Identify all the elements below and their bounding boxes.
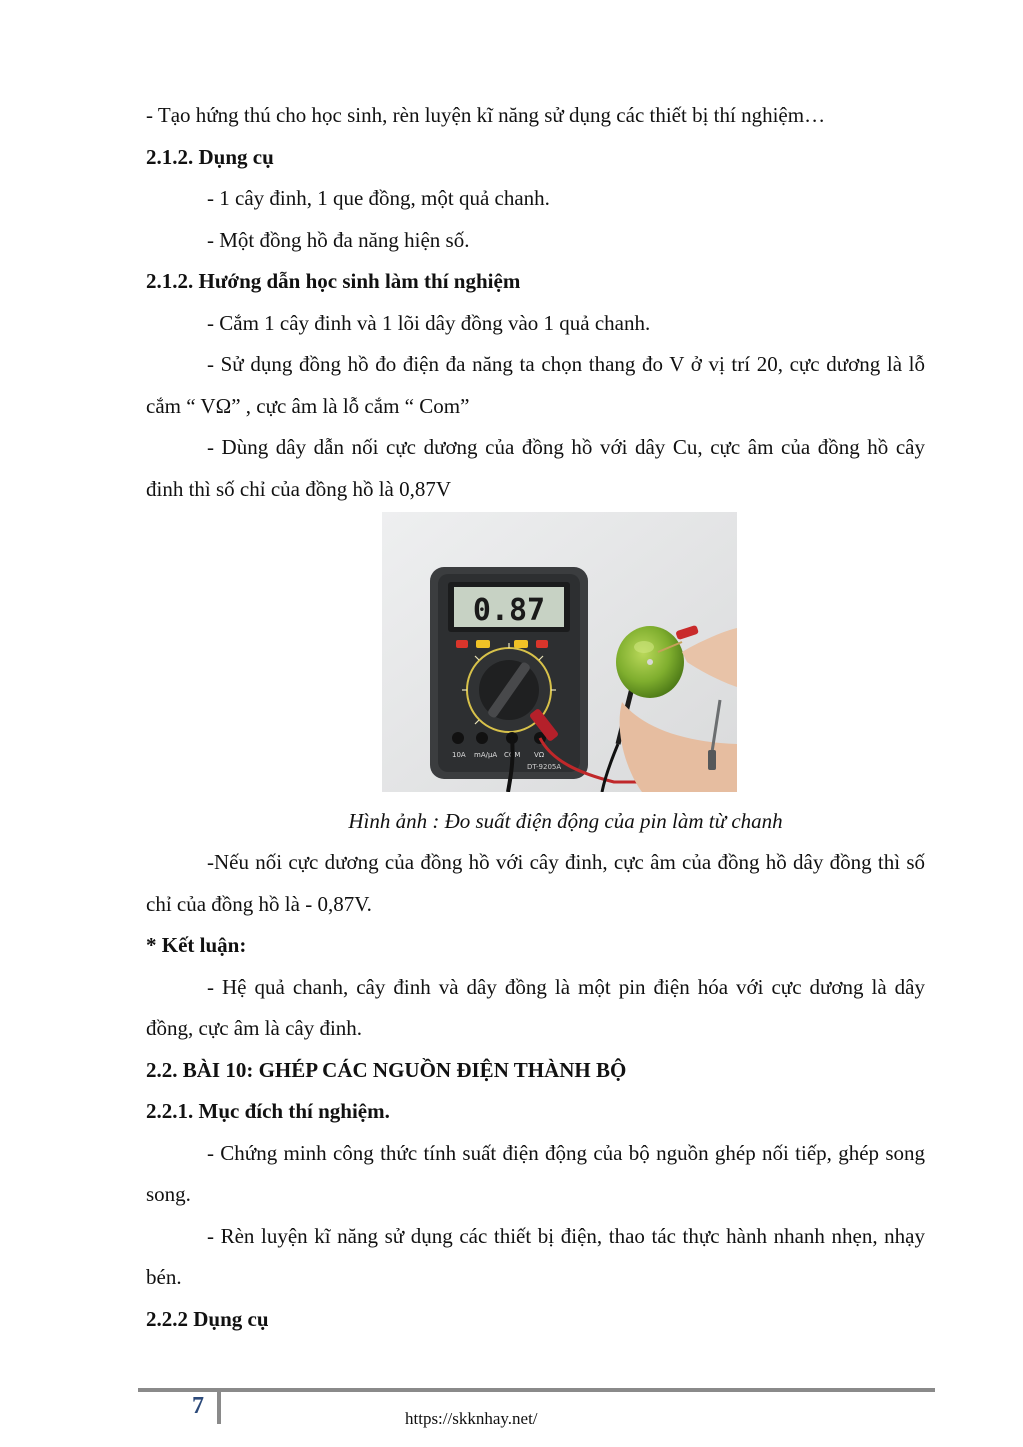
heading-2-1-2-tools: 2.1.2. Dụng cụ xyxy=(146,144,274,169)
guide-step-3: - Dùng dây dẫn nối cực dương của đồng hồ với dây Cu, cực âm của đồng hồ cây đinh thì số chỉ của đồng hồ là 0,87V xyxy=(146,435,925,501)
footer-url: https://skknhay.net/ xyxy=(405,1409,538,1428)
port-10a-label: 10A xyxy=(452,751,466,759)
multimeter-lemon-illustration xyxy=(382,512,737,792)
port-ma-label: mA/μA xyxy=(474,751,498,759)
multimeter-lemon-photo xyxy=(382,512,737,792)
heading-2-2-1-purpose: 2.2.1. Mục đích thí nghiệm. xyxy=(146,1099,390,1123)
page-body-bottom xyxy=(146,842,925,1340)
heading-2-1-2-guide: 2.1.2. Hướng dẫn học sinh làm thí nghiệm xyxy=(146,269,521,293)
tool-item-2: - Một đồng hồ đa năng hiện số. xyxy=(207,227,470,252)
meter-display-value: 0.87 xyxy=(472,593,546,628)
port-com-label: COM xyxy=(504,751,521,759)
page-body-top xyxy=(146,95,925,510)
footer-divider xyxy=(217,1390,221,1424)
conclusion-paragraph: - Hệ quả chanh, cây đinh và dây đồng là một pin điện hóa với cực dương là dây đồng, cực âm là cây đinh. xyxy=(146,974,925,1040)
purpose-item-1: - Chứng minh công thức tính suất điện động của bộ nguồn ghép nối tiếp, ghép song song. xyxy=(146,1140,925,1206)
port-v-label: VΩ xyxy=(534,751,545,759)
intro-line: - Tạo hứng thú cho học sinh, rèn luyện kĩ năng sử dụng các thiết bị thí nghiệm… xyxy=(146,103,826,127)
heading-2-2-lesson-10: 2.2. BÀI 10: GHÉP CÁC NGUỒN ĐIỆN THÀNH BỘ xyxy=(146,1057,627,1082)
reverse-polarity-paragraph: -Nếu nối cực dương của đồng hồ với cây đinh, cực âm của đồng hồ dây đồng thì số chỉ của đồng hồ là - 0,87V. xyxy=(146,850,925,916)
guide-step-1: - Cắm 1 cây đinh và 1 lõi dây đồng vào 1 quả chanh. xyxy=(207,310,651,335)
conclusion-heading: * Kết luận: xyxy=(146,933,247,957)
heading-2-2-2-tools: 2.2.2 Dụng cụ xyxy=(146,1306,269,1331)
meter-model-label: DT-9205A xyxy=(527,763,562,771)
footer-rule xyxy=(138,1388,935,1392)
page-number: 7 xyxy=(192,1393,204,1419)
guide-step-2: - Sử dụng đồng hồ đo điện đa năng ta chọn thang đo V ở vị trí 20, cực dương là lỗ cắm “ VΩ” , cực âm là lỗ cắm “ Com” xyxy=(146,352,925,418)
figure-caption: Hình ảnh : Đo suất điện động của pin làm từ chanh xyxy=(348,809,783,833)
tool-item-1: - 1 cây đinh, 1 que đồng, một quả chanh. xyxy=(207,186,550,210)
purpose-item-2: - Rèn luyện kĩ năng sử dụng các thiết bị điện, thao tác thực hành nhanh nhẹn, nhạy bén. xyxy=(146,1223,925,1289)
